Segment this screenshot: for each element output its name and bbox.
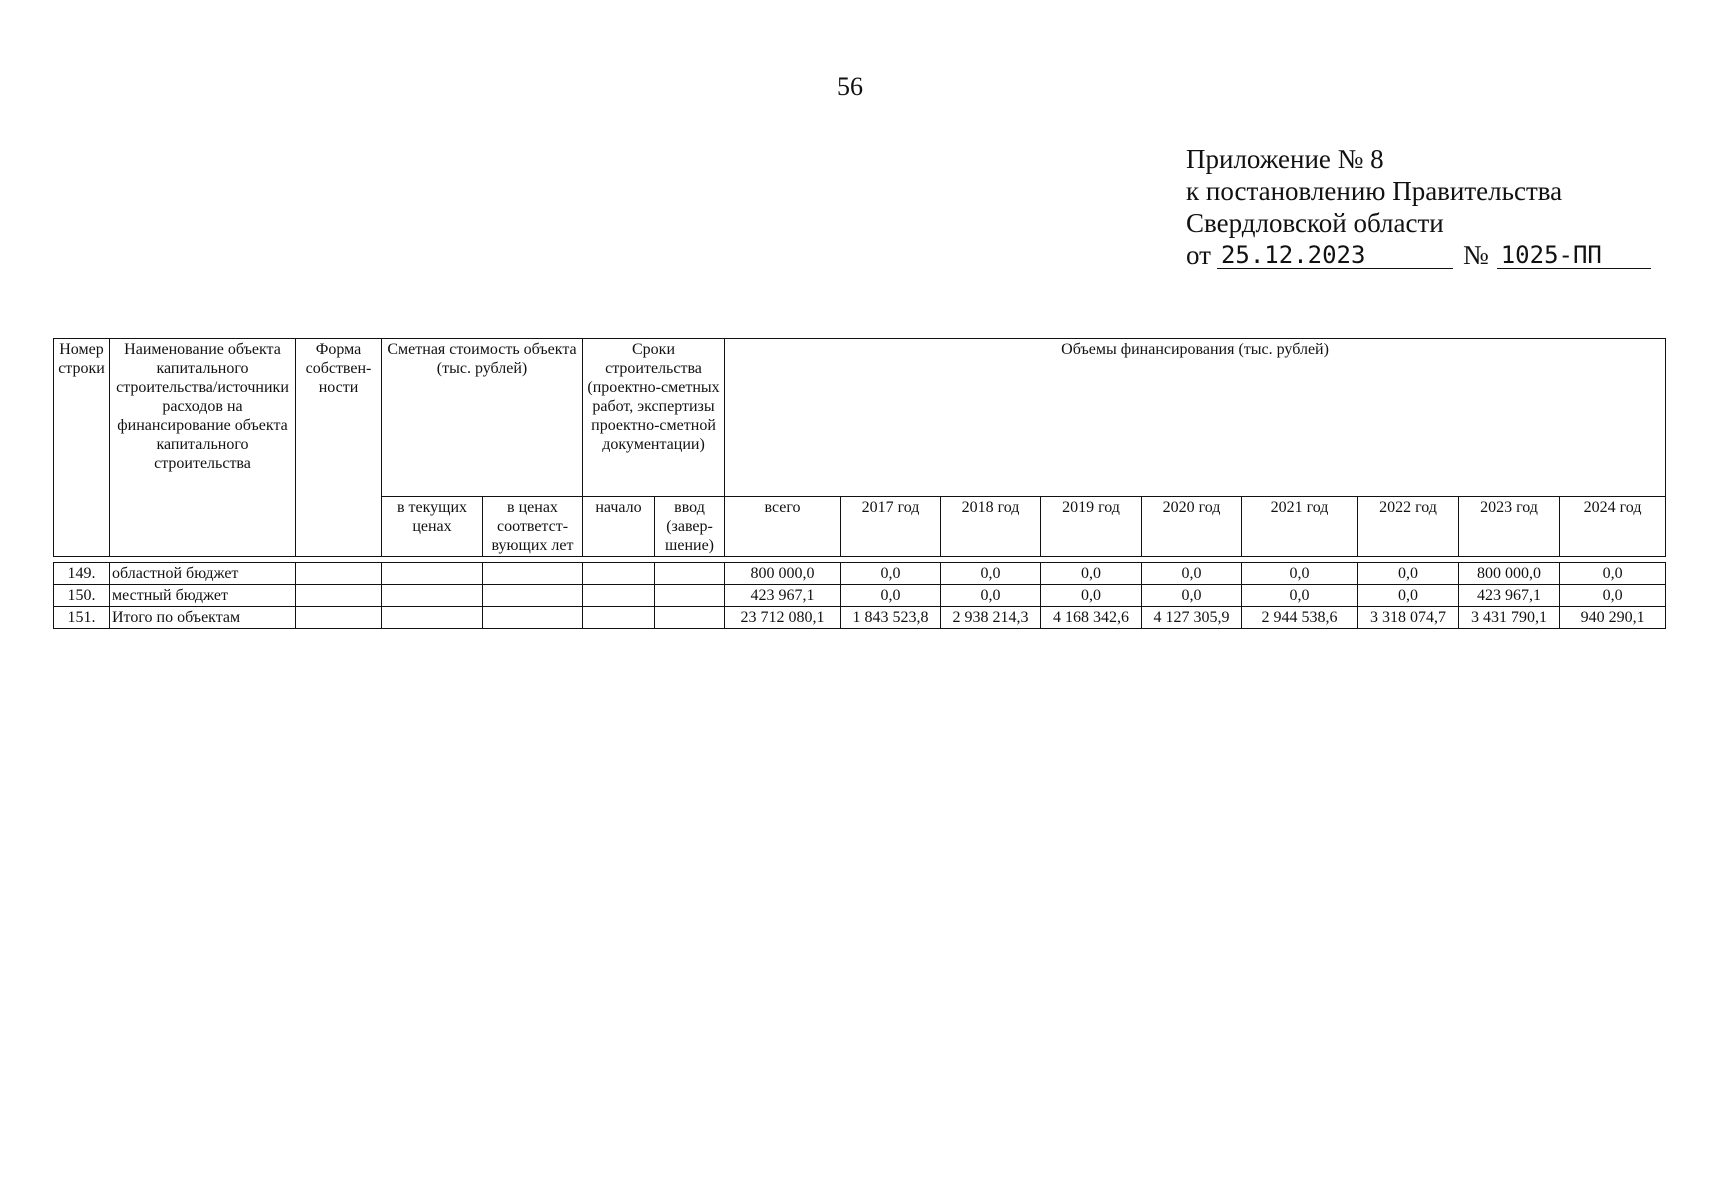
row-year-value: 0,0: [1142, 585, 1242, 607]
row-year-value: 2 944 538,6: [1242, 607, 1358, 629]
decree-date: 25.12.2023: [1217, 242, 1453, 269]
table-row: [54, 585, 1666, 607]
attachment-decree-ref: к постановлению Правительства: [1186, 176, 1563, 206]
row-total: 800 000,0: [725, 563, 841, 585]
row-year-value: 0,0: [941, 563, 1041, 585]
row-start: [583, 563, 655, 585]
row-year-value: 940 290,1: [1560, 607, 1666, 629]
header-row-number: Номер строки: [54, 339, 110, 557]
financing-table: [53, 338, 1666, 629]
row-year-value: 800 000,0: [1459, 563, 1560, 585]
row-year-value: 0,0: [841, 563, 941, 585]
header-year: 2017 год: [841, 497, 941, 557]
row-current-prices: [382, 607, 483, 629]
row-name: областной бюджет: [110, 563, 296, 585]
header-funding-volumes: Объемы финансирования (тыс. рублей): [725, 339, 1666, 497]
table-row: [54, 563, 1666, 585]
header-construction-terms: Сроки строительства (проектно-сметных работ, экспертизы проектно-сметной документации): [583, 339, 725, 497]
row-year-value: 2 938 214,3: [941, 607, 1041, 629]
header-year: 2019 год: [1041, 497, 1142, 557]
header-year: 2018 год: [941, 497, 1041, 557]
row-current-prices: [382, 585, 483, 607]
row-ownership: [296, 563, 382, 585]
row-name: местный бюджет: [110, 585, 296, 607]
row-year-value: 423 967,1: [1459, 585, 1560, 607]
attachment-header: [1186, 143, 1651, 271]
header-year: 2022 год: [1358, 497, 1459, 557]
row-year-value: 3 318 074,7: [1358, 607, 1459, 629]
header-completion: ввод (завер-шение): [655, 497, 725, 557]
row-year-value: 0,0: [1142, 563, 1242, 585]
header-year: 2020 год: [1142, 497, 1242, 557]
attachment-title: Приложение № 8: [1186, 144, 1384, 174]
row-year-value: 0,0: [1242, 585, 1358, 607]
page-number: 56: [837, 72, 863, 101]
number-label: №: [1462, 240, 1489, 270]
row-year-value: 0,0: [1358, 585, 1459, 607]
header-object-name: Наименование объекта капитального строительства/источники расходов на финансирование объекта капитального строительства: [110, 339, 296, 557]
header-year: 2021 год: [1242, 497, 1358, 557]
header-ownership: Форма собствен-ности: [296, 339, 382, 557]
row-year-value: 4 168 342,6: [1041, 607, 1142, 629]
row-year-value: 0,0: [841, 585, 941, 607]
row-year-prices: [483, 607, 583, 629]
row-year-value: 0,0: [941, 585, 1041, 607]
row-year-value: 0,0: [1560, 585, 1666, 607]
header-year-prices: в ценах соответст-вующих лет: [483, 497, 583, 557]
row-number: 150.: [54, 585, 110, 607]
attachment-region: Свердловской области: [1186, 208, 1444, 238]
row-ownership: [296, 607, 382, 629]
table-row-total: [54, 607, 1666, 629]
row-ownership: [296, 585, 382, 607]
row-number: 151.: [54, 607, 110, 629]
row-year-value: 1 843 523,8: [841, 607, 941, 629]
row-completion: [655, 607, 725, 629]
header-year: 2024 год: [1560, 497, 1666, 557]
row-year-value: 0,0: [1041, 563, 1142, 585]
row-total: 423 967,1: [725, 585, 841, 607]
row-year-value: 0,0: [1041, 585, 1142, 607]
row-total: 23 712 080,1: [725, 607, 841, 629]
row-year-value: 4 127 305,9: [1142, 607, 1242, 629]
row-year-value: 3 431 790,1: [1459, 607, 1560, 629]
header-start: начало: [583, 497, 655, 557]
from-label: от: [1186, 240, 1211, 270]
row-year-value: 0,0: [1358, 563, 1459, 585]
header-estimated-cost: Сметная стоимость объекта (тыс. рублей): [382, 339, 583, 497]
row-year-prices: [483, 563, 583, 585]
header-current-prices: в текущих ценах: [382, 497, 483, 557]
row-completion: [655, 563, 725, 585]
header-year: 2023 год: [1459, 497, 1560, 557]
row-number: 149.: [54, 563, 110, 585]
row-completion: [655, 585, 725, 607]
row-year-value: 0,0: [1242, 563, 1358, 585]
row-start: [583, 585, 655, 607]
header-total: всего: [725, 497, 841, 557]
row-start: [583, 607, 655, 629]
row-year-prices: [483, 585, 583, 607]
decree-number: 1025-ПП: [1497, 242, 1651, 269]
row-year-value: 0,0: [1560, 563, 1666, 585]
decree-date-number-line: [1186, 239, 1651, 271]
row-current-prices: [382, 563, 483, 585]
row-name: Итого по объектам: [110, 607, 296, 629]
